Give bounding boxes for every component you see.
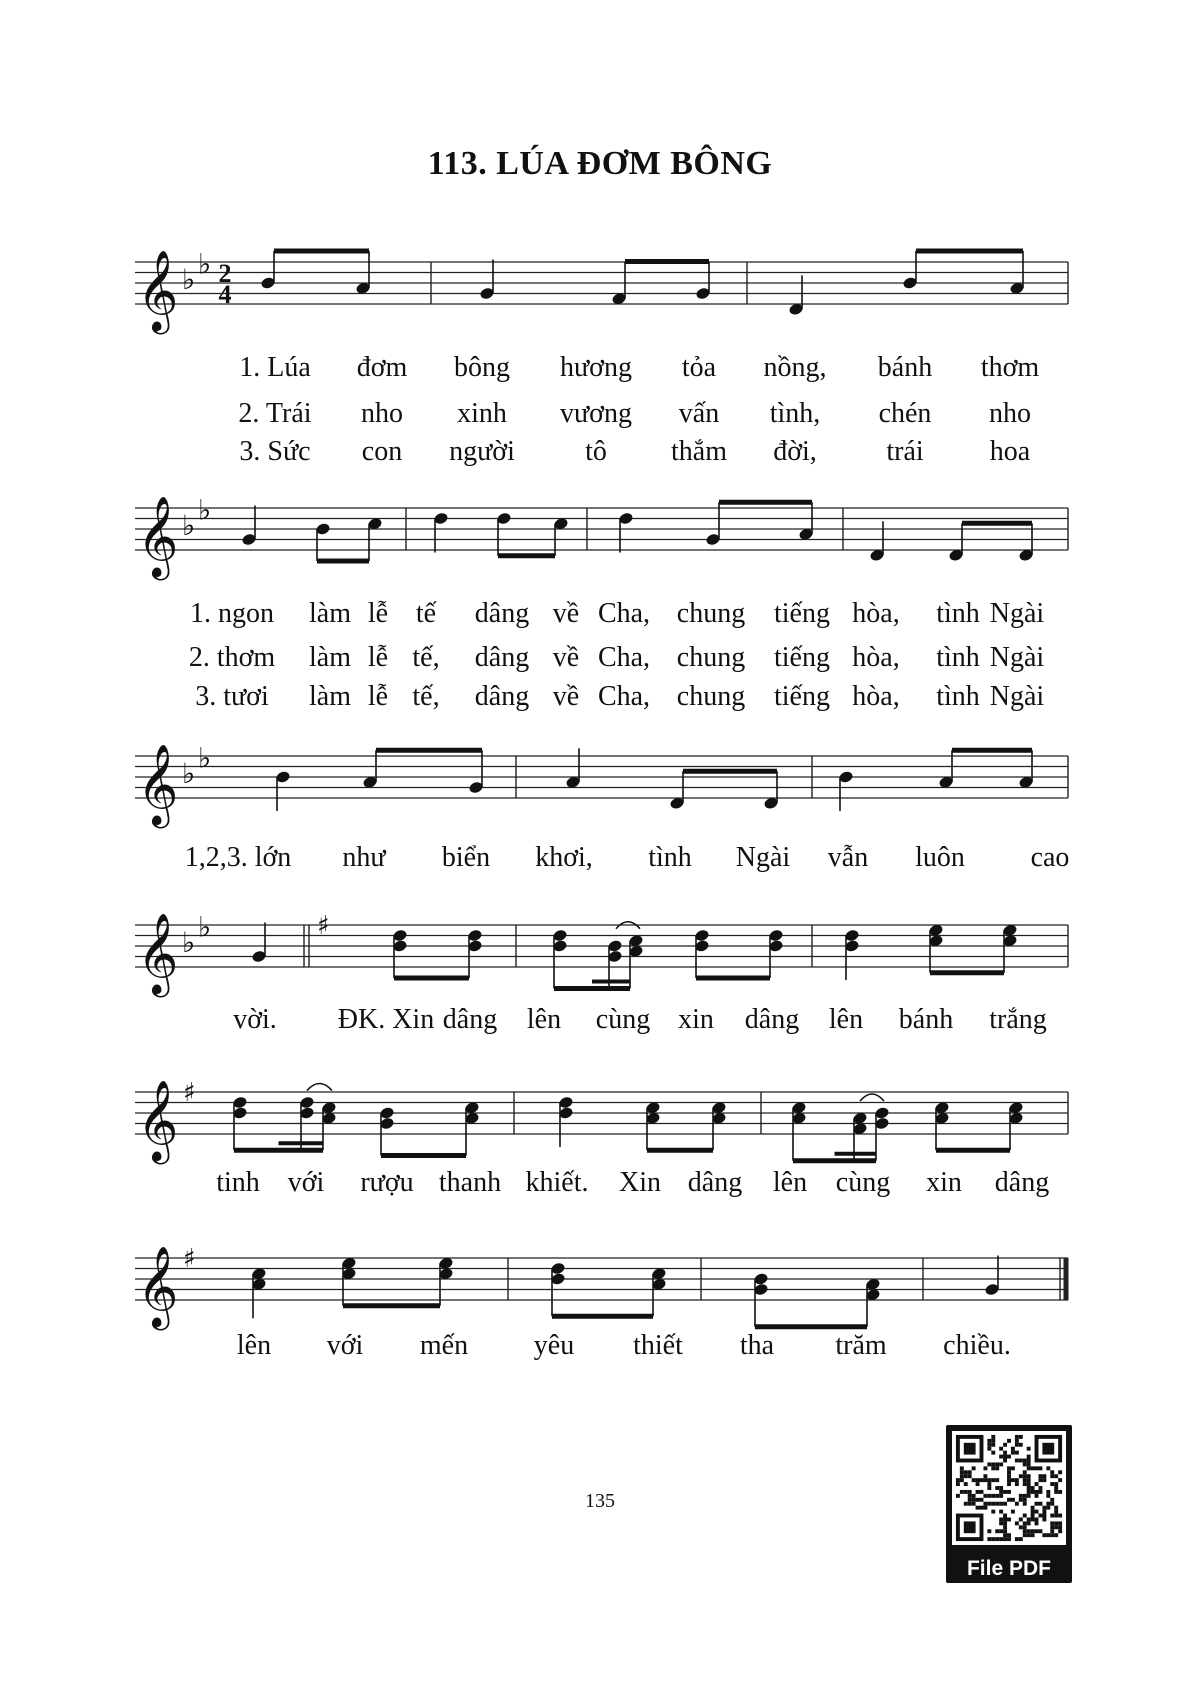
lyric-syllable: tỏa — [681, 352, 717, 383]
lyric-syllable: tình — [648, 842, 692, 873]
lyric-syllable: tình — [936, 642, 980, 673]
lyric-syllable: khiết. — [525, 1167, 589, 1198]
lyric-syllable: con — [361, 436, 403, 467]
lyric-syllable: dâng — [474, 598, 530, 629]
lyric-syllable: thanh — [438, 1167, 502, 1198]
lyric-syllable: lên — [526, 1004, 562, 1035]
lyric-syllable: 2. Trái — [238, 398, 312, 429]
lyric-syllable: tình — [936, 681, 980, 712]
lyric-syllable: rượu — [360, 1167, 414, 1198]
lyric-syllable: Ngài — [989, 642, 1045, 673]
lyric-syllable: bánh — [898, 1004, 954, 1035]
lyric-syllable: Ngài — [735, 842, 791, 873]
lyric-syllable: 1,2,3. lớn — [184, 842, 292, 873]
lyric-syllable: trái — [886, 436, 924, 467]
lyric-syllable: tinh — [216, 1167, 260, 1198]
lyric-syllable: thơm — [980, 352, 1040, 383]
lyric-syllable: người — [449, 436, 515, 467]
lyric-syllable: 1. Lúa — [239, 352, 311, 383]
lyric-syllable: tế — [415, 598, 437, 629]
lyric-syllable: về — [552, 642, 580, 673]
lyric-syllable: lễ — [367, 681, 389, 712]
qr-code-icon — [952, 1431, 1066, 1545]
lyric-syllable: làm — [309, 642, 351, 673]
page-number: 135 — [585, 1490, 615, 1512]
lyric-syllable: xin — [678, 1004, 714, 1035]
flat-icon: ♭ — [182, 926, 196, 959]
lyric-syllable: với — [287, 1167, 325, 1198]
lyric-syllable: luôn — [915, 842, 965, 873]
time-signature-top: 2 — [218, 259, 232, 288]
treble-clef-icon: 𝄞 — [137, 249, 179, 331]
lyric-syllable: dâng — [687, 1167, 743, 1198]
lyric-syllable: vời. — [233, 1004, 277, 1035]
sharp-icon: ♯ — [317, 911, 330, 941]
treble-clef-icon: 𝄞 — [137, 495, 179, 577]
flat-icon: ♭ — [182, 509, 196, 542]
flat-icon: ♭ — [198, 741, 212, 775]
lyric-syllable: tiếng — [774, 681, 830, 712]
lyric-syllable: mến — [419, 1330, 469, 1361]
lyric-syllable: lên — [236, 1330, 272, 1361]
lyric-syllable: xin — [926, 1167, 962, 1198]
lyric-syllable: tình — [936, 598, 980, 629]
lyric-syllable: lễ — [367, 598, 389, 629]
lyric-syllable: Cha, — [597, 642, 651, 673]
song-title: 113. LÚA ĐƠM BÔNG — [427, 145, 773, 182]
lyric-syllable: bánh — [877, 352, 933, 383]
lyric-syllable: vấn — [678, 398, 720, 429]
lyric-syllable: đơm — [356, 352, 408, 383]
lyric-syllable: lên — [772, 1167, 808, 1198]
lyric-syllable: tha — [739, 1330, 775, 1361]
lyric-syllable: dâng — [994, 1167, 1050, 1198]
lyric-syllable: nồng, — [763, 352, 827, 383]
lyric-syllable: tiếng — [774, 598, 830, 629]
lyric-syllable: ĐK. Xin — [337, 1004, 435, 1035]
lyric-syllable: Ngài — [989, 598, 1045, 629]
tie — [860, 1094, 884, 1101]
lyric-syllable: khơi, — [535, 842, 593, 873]
lyric-syllable: dâng — [744, 1004, 800, 1035]
lyric-syllable: Ngài — [989, 681, 1045, 712]
flat-icon: ♭ — [182, 263, 196, 296]
lyric-syllable: tiếng — [774, 642, 830, 673]
lyric-syllable: vẫn — [827, 842, 869, 873]
lyric-syllable: nho — [361, 398, 403, 429]
lyric-syllable: chung — [676, 642, 746, 673]
lyric-syllable: hương — [560, 352, 632, 383]
lyric-syllable: tế, — [412, 642, 440, 673]
sharp-icon: ♯ — [183, 1244, 196, 1274]
lyric-syllable: dâng — [474, 681, 530, 712]
lyric-syllable: 1. ngon — [190, 598, 274, 629]
lyric-syllable: chung — [676, 598, 746, 629]
lyric-syllable: như — [342, 842, 386, 873]
qr-code[interactable] — [946, 1425, 1072, 1583]
lyric-syllable: 2. thơm — [188, 642, 276, 673]
lyric-syllable: lên — [828, 1004, 864, 1035]
lyric-syllable: hòa, — [852, 598, 900, 629]
lyric-syllable: biển — [441, 842, 491, 873]
lyric-syllable: vương — [560, 398, 632, 429]
lyric-syllable: Cha, — [597, 598, 651, 629]
lyric-syllable: xinh — [457, 398, 507, 429]
lyric-syllable: bông — [454, 352, 510, 383]
flat-icon: ♭ — [198, 910, 212, 944]
lyric-syllable: dâng — [442, 1004, 498, 1035]
lyric-syllable: cao — [1030, 842, 1070, 873]
flat-icon: ♭ — [198, 247, 212, 281]
lyric-syllable: nho — [989, 398, 1031, 429]
lyric-syllable: làm — [309, 598, 351, 629]
lyric-syllable: Cha, — [597, 681, 651, 712]
sharp-icon: ♯ — [183, 1078, 196, 1108]
lyric-syllable: thiết — [633, 1330, 683, 1361]
lyric-syllable: với — [326, 1330, 364, 1361]
qr-label: File PDF — [966, 1557, 1051, 1580]
lyric-syllable: 3. Sức — [239, 436, 311, 467]
treble-clef-icon: 𝄞 — [137, 912, 179, 994]
lyric-syllable: hòa, — [852, 681, 900, 712]
lyric-syllable: 3. tươi — [195, 681, 269, 712]
lyric-syllable: tình, — [769, 398, 821, 429]
lyric-syllable: cùng — [835, 1167, 891, 1198]
lyric-syllable: hòa, — [852, 642, 900, 673]
lyric-syllable: đời, — [773, 436, 817, 467]
lyric-syllable: chiều. — [943, 1330, 1011, 1361]
lyric-syllable: yêu — [533, 1330, 575, 1361]
lyric-syllable: về — [552, 598, 580, 629]
lyric-syllable: làm — [309, 681, 351, 712]
lyric-syllable: hoa — [989, 436, 1031, 467]
lyric-syllable: tô — [585, 436, 607, 467]
treble-clef-icon: 𝄞 — [137, 1079, 179, 1161]
tie — [307, 1084, 332, 1091]
flat-icon: ♭ — [198, 493, 212, 527]
flat-icon: ♭ — [182, 757, 196, 790]
lyric-syllable: tế, — [412, 681, 440, 712]
lyric-syllable: thắm — [671, 436, 727, 467]
time-signature-bottom: 4 — [218, 280, 232, 309]
treble-clef-icon: 𝄞 — [137, 743, 179, 825]
lyric-syllable: lễ — [367, 642, 389, 673]
lyric-syllable: Xin — [619, 1167, 661, 1198]
lyric-syllable: chung — [676, 681, 746, 712]
lyric-syllable: trăm — [835, 1330, 887, 1361]
lyric-syllable: cùng — [595, 1004, 651, 1035]
treble-clef-icon: 𝄞 — [137, 1245, 179, 1327]
lyric-syllable: về — [552, 681, 580, 712]
lyric-syllable: chén — [878, 398, 932, 429]
lyric-syllable: dâng — [474, 642, 530, 673]
lyric-syllable: trắng — [989, 1004, 1047, 1035]
